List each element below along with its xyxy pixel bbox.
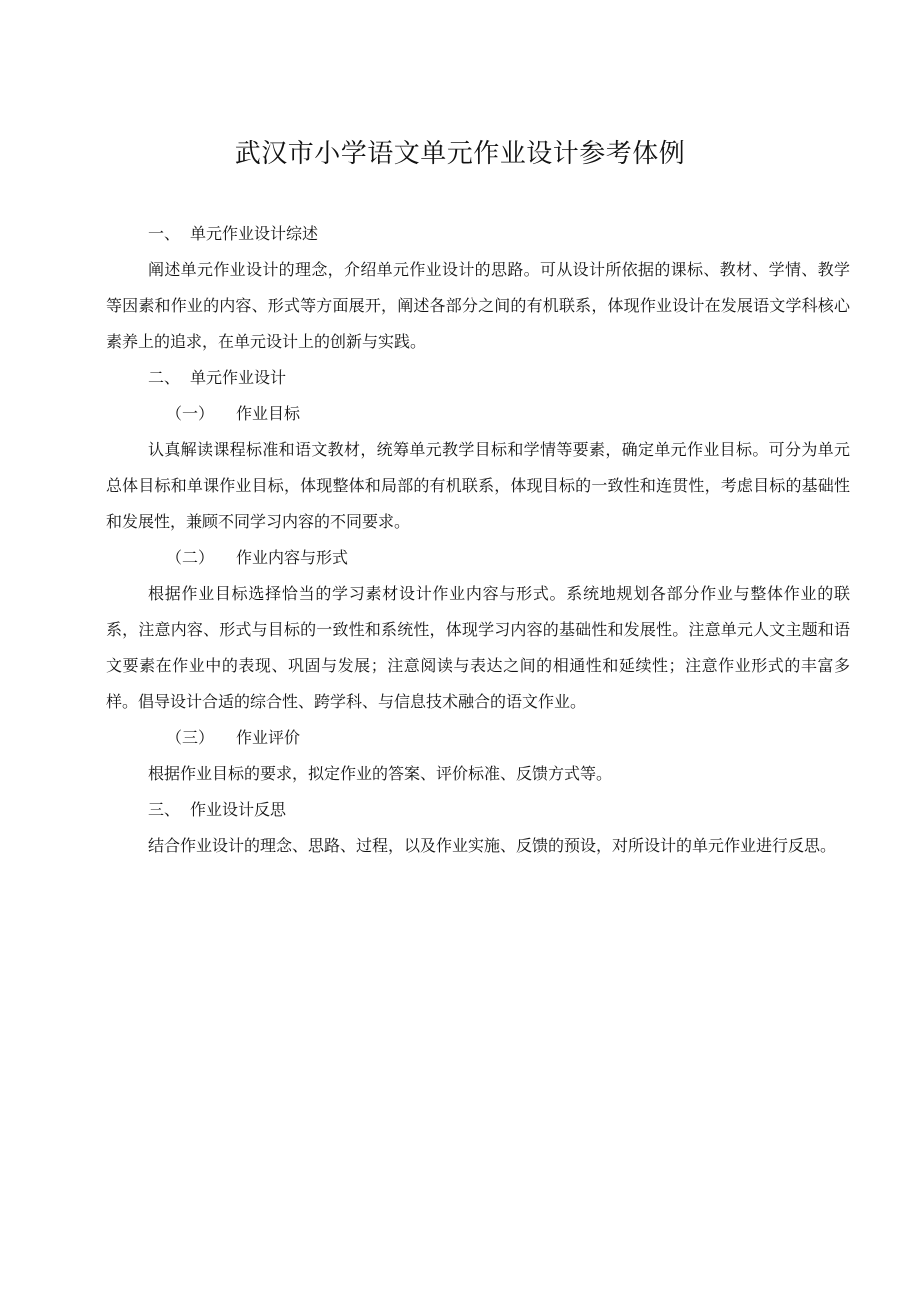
document-body [106, 216, 850, 864]
subsection-number: （一） [166, 404, 215, 423]
section-heading-text: 单元作业设计综述 [190, 224, 319, 243]
subsection-paragraph-3: 根据作业目标的要求，拟定作业的答案、评价标准、反馈方式等。 [148, 764, 613, 783]
section-number: 三、 [148, 800, 181, 819]
section-heading-3 [106, 792, 850, 828]
section-heading-text: 单元作业设计 [190, 368, 287, 387]
subsection-paragraph-2: 根据作业目标选择恰当的学习素材设计作业内容与形式。系统地规划各部分作业与整体作业的联系，注意内容、形式与目标的一致性和系统性，体现学习内容的基础性和发展性。注意单元人文主题和语文要素在作业中的表现、巩固与发展；注意阅读与表达之间的相通性和延续性；注意作业形式的丰富多样。倡导设计合适的综合性、跨学科、与信息技术融合的语文作业。 [106, 584, 850, 711]
subsection-number: （二） [166, 548, 215, 567]
section-heading-1 [106, 216, 850, 252]
subsection-heading-text: 作业内容与形式 [236, 548, 349, 567]
section-number: 二、 [148, 368, 181, 387]
subsection-number: （三） [166, 728, 215, 747]
section-number: 一、 [148, 224, 181, 243]
section-heading-2 [106, 360, 850, 396]
subsection-heading-3 [106, 720, 850, 756]
subsection-paragraph-1: 认真解读课程标准和语文教材，统筹单元教学目标和学情等要素，确定单元作业目标。可分为单元总体目标和单课作业目标，体现整体和局部的有机联系，体现目标的一致性和连贯性，考虑目标的基础性和发展性，兼顾不同学习内容的不同要求。 [106, 440, 850, 531]
section-heading-text: 作业设计反思 [190, 800, 287, 819]
document-title: 武汉市小学语文单元作业设计参考体例 [234, 139, 686, 169]
subsection-heading-2 [106, 540, 850, 576]
section-paragraph-1: 阐述单元作业设计的理念，介绍单元作业设计的思路。可从设计所依据的课标、教材、学情、教学等因素和作业的内容、形式等方面展开，阐述各部分之间的有机联系，体现作业设计在发展语文学科核心素养上的追求，在单元设计上的创新与实践。 [106, 260, 850, 351]
section-paragraph-3: 结合作业设计的理念、思路、过程，以及作业实施、反馈的预设，对所设计的单元作业进行反思。 [148, 836, 837, 855]
subsection-heading-1 [106, 396, 850, 432]
subsection-heading-text: 作业目标 [236, 404, 301, 423]
subsection-heading-text: 作业评价 [236, 728, 301, 747]
